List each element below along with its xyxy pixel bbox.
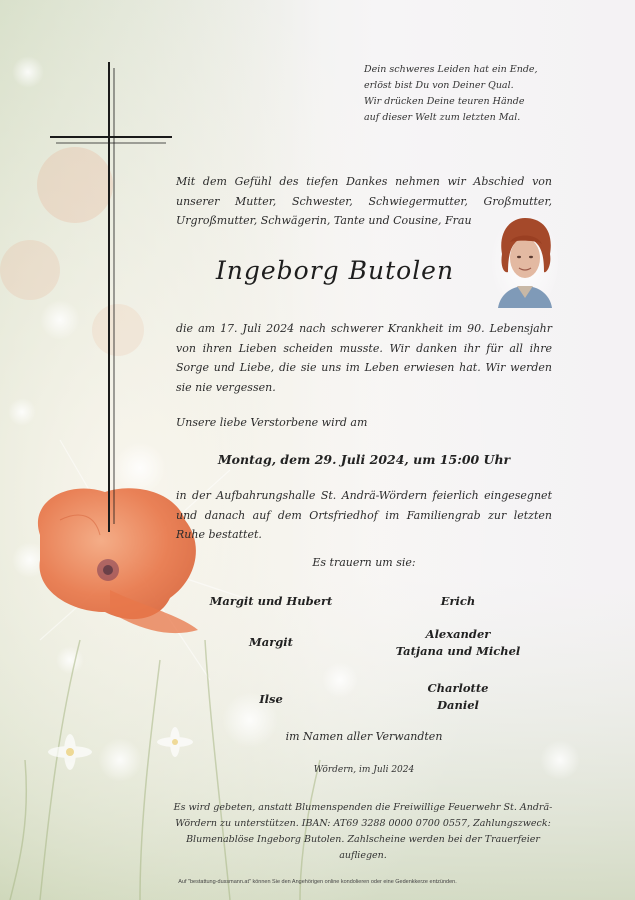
mourner-name: Tatjana und Michel <box>395 644 521 658</box>
mourner-left-2: Margit <box>249 635 293 649</box>
deceased-name: Ingeborg Butolen <box>215 256 455 285</box>
ceremony-intro: Unsere liebe Verstorbene wird am <box>176 416 368 429</box>
mourner-left-3: Ilse <box>259 692 283 706</box>
ceremony-details: in der Aufbahrungshalle St. Andrä-Wördern feierlich eingesegnet und danach auf dem Ortsfriedhof im Familiengrab zur letzten Ruhe bestattet. <box>176 489 552 541</box>
funeral-date: Montag, dem 29. Juli 2024, um 15:00 Uhr <box>217 452 511 467</box>
poem-line: erlöst bist Du von Deiner Qual. <box>364 80 514 91</box>
poem-line: Dein schweres Leiden hat ein Ende, <box>364 64 538 75</box>
death-notice-text: die am 17. Juli 2024 nach schwerer Krankheit im 90. Lebensjahr von ihren Lieben scheiden musste. Wir danken ihr für all ihre Sorge und Liebe, die sie uns im Leben erwiesen hat. Wir werden sie nie vergessen. <box>176 322 552 394</box>
mourners-heading: Es trauern um sie: <box>312 556 416 569</box>
place-date: Wördern, im Juli 2024 <box>313 765 415 775</box>
poem <box>364 62 564 126</box>
mourner-right-1: Erich <box>440 594 476 608</box>
mourner-right-2 <box>358 626 558 660</box>
mourner-name: Charlotte <box>427 681 489 695</box>
mourner-name: Daniel <box>437 698 479 712</box>
mourner-right-3 <box>358 680 558 714</box>
poem-line: auf dieser Welt zum letzten Mal. <box>364 112 521 123</box>
intro-text: Mit dem Gefühl des tiefen Dankes nehmen wir Abschied von unserer Mutter, Schwester, Schwiegermutter, Großmutter, Urgroßmutter, Schwägerin, Tante und Cousine, Frau <box>176 175 552 227</box>
mourner-left-1: Margit und Hubert <box>209 594 333 608</box>
mourner-name: Alexander <box>425 627 491 641</box>
on-behalf-line: im Namen aller Verwandten <box>285 730 443 743</box>
portrait-photo-icon <box>492 212 558 308</box>
donation-note: Es wird gebeten, anstatt Blumenspenden die Freiwillige Feuerwehr St. Andrä-Wördern zu unterstützen. IBAN: AT69 3288 0000 0700 0557, Zahlungszweck: Blumenablöse Ingeborg Butolen. Zahlscheine werden bei der Trauerfeier aufliegen. <box>173 802 553 861</box>
poem-line: Wir drücken Deine teuren Hände <box>364 96 525 107</box>
condolence-footer: Auf "bestattung-dussmann.at" können Sie den Angehörigen online kondolieren oder eine Gedenkkerze entzünden. <box>178 879 457 885</box>
